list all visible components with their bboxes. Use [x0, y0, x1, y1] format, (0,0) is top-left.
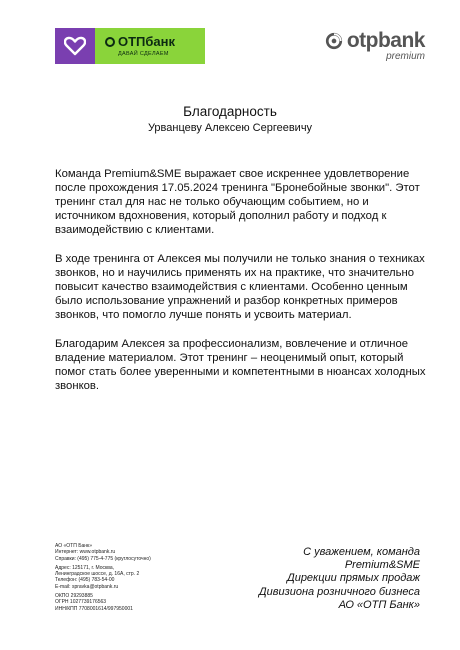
signature-line: Дивизиона розничного бизнеса	[258, 585, 420, 598]
premium-brand-name: otpbank	[346, 29, 425, 52]
heart-icon	[55, 28, 95, 64]
signature-block	[259, 546, 420, 612]
bank-ogrn: ОГРН 1027739176563	[55, 599, 107, 606]
otpbank-premium-logo	[320, 30, 425, 64]
bank-address: Адрес: 125171, г. Москва,	[55, 564, 115, 571]
premium-subtitle: premium	[386, 51, 425, 62]
letter-body	[55, 167, 430, 408]
bank-email: E-mail: spravka@otpbank.ru	[55, 583, 119, 590]
bank-phone: Телефон: (495) 783-54-00	[55, 577, 115, 584]
bank-okpo: ОКПО 29293885	[55, 593, 93, 600]
otp-swirl-icon	[325, 32, 343, 50]
signature-line: Premium&SME	[344, 559, 420, 572]
bank-name: АО «ОТП Банк»	[55, 543, 93, 549]
bank-requisites	[55, 543, 215, 612]
signature-line: Дирекции прямых продаж	[286, 572, 420, 585]
bank-website: Интернет: www.otpbank.ru	[55, 549, 116, 556]
signature-line: С уважением, команда	[303, 546, 420, 558]
otp-bank-logo-badge	[95, 28, 205, 64]
letter-paragraph: Команда Premium&SME выражает свое искреннее удовлетворение после прохождения 17.05.2024 тренинга "Бронебойные звонки". Этот тренинг стал для нас не только обучающим событием, но и источником вдохновения, который дополнил работу и подход к взаимодействию с клиентами.	[55, 168, 420, 236]
otp-slogan: ДАВАЙ СДЕЛАЕМ	[118, 51, 169, 57]
otp-circle-icon	[105, 37, 115, 47]
letter-title: Благодарность	[183, 104, 277, 119]
bank-help-phone: Справки: (495) 775-4-775 (круглосуточно)	[55, 555, 151, 562]
letter-paragraph: Благодарим Алексея за профессионализм, вовлечение и отличное владение материалом. Этот тренинг – неоценимый опыт, который помог стать более уверенными и компетентными в нюансах холодных звонков.	[55, 338, 426, 392]
bank-address-line2: Ленинградское шоссе, д. 16А, стр. 2	[55, 571, 140, 578]
bank-inn-kpp: ИНН/КПП 7708001614/997950001	[55, 605, 133, 612]
otp-brand-name: ОТПбанк	[118, 34, 176, 49]
letter-addressee: Урванцеву Алексею Сергеевичу	[147, 122, 313, 134]
otp-bank-logo	[55, 28, 205, 64]
signature-line: АО «ОТП Банк»	[338, 598, 420, 611]
letter-paragraph: В ходе тренинга от Алексея мы получили не только знания о техниках звонков, но и научились применять их на практике, что значительно повысит качество взаимодействия с клиентами. Особенно ценным было использование упражнений и разбор конкретных примеров звонков, что помогло лучше понять и усвоить материал.	[55, 253, 425, 321]
